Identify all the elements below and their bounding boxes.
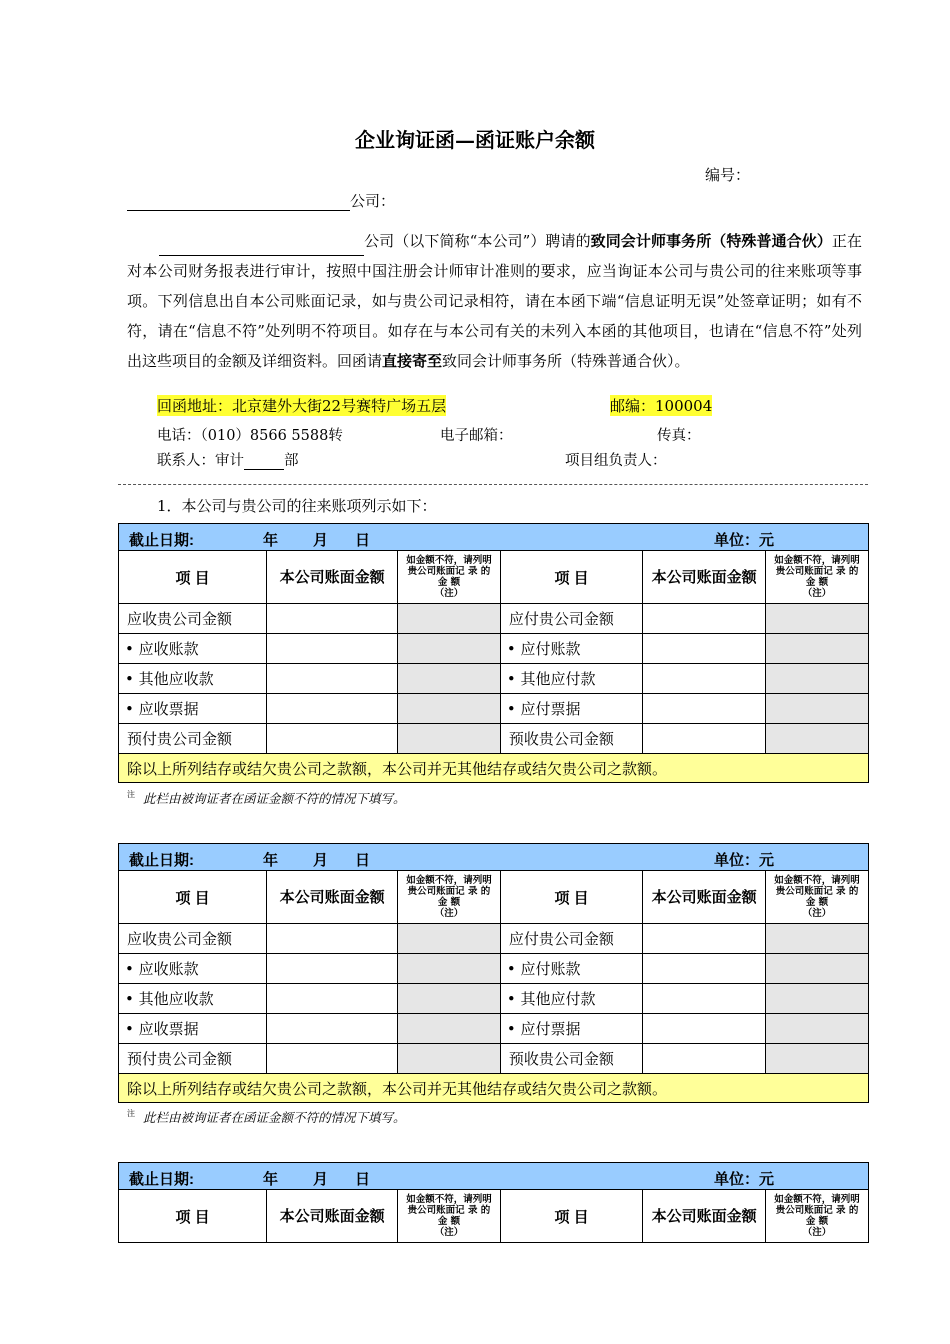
note-amount-cell[interactable] [398, 604, 501, 634]
month-label: 月 [313, 852, 329, 869]
direct-send: 直接寄至 [382, 352, 443, 370]
book-amount-cell[interactable] [267, 1044, 398, 1074]
serial-number-label: 编号： [705, 166, 751, 184]
book-amount-cell[interactable] [267, 664, 398, 694]
book-amount-cell[interactable] [643, 954, 766, 984]
left-row-label: 预付贵公司金额 [119, 1044, 267, 1074]
note-amount-cell[interactable] [766, 634, 869, 664]
left-row-label: • 应收票据 [119, 1014, 267, 1044]
right-row-label: • 应付票据 [500, 1014, 642, 1044]
balance-table-1 [118, 523, 869, 783]
contact-dept-blank[interactable] [244, 454, 284, 470]
book-amount-cell[interactable] [643, 984, 766, 1014]
book-amount-cell[interactable] [643, 634, 766, 664]
col-item-header-right: 项 目 [500, 871, 642, 924]
right-row-label: 应付贵公司金额 [500, 604, 642, 634]
book-amount-cell[interactable] [643, 924, 766, 954]
addressee-line [127, 190, 395, 211]
contact-label: 联系人：审计 [157, 453, 244, 469]
col-item-header-right: 项 目 [500, 551, 642, 604]
letter-body [127, 226, 862, 376]
note-amount-cell[interactable] [766, 664, 869, 694]
firm-name: 致同会计师事务所（特殊普通合伙） [590, 232, 832, 250]
right-row-label: • 应付账款 [500, 634, 642, 664]
book-amount-cell[interactable] [267, 694, 398, 724]
col-book-header-right: 本公司账面金额 [643, 551, 766, 604]
note-amount-cell[interactable] [766, 924, 869, 954]
note-amount-cell[interactable] [766, 724, 869, 754]
note-amount-cell[interactable] [398, 984, 501, 1014]
separator [118, 484, 868, 485]
book-amount-cell[interactable] [643, 1044, 766, 1074]
addressee-suffix: 公司： [350, 192, 396, 210]
note-amount-cell[interactable] [398, 724, 501, 754]
month-label: 月 [313, 532, 329, 549]
col-book-header-right: 本公司账面金额 [643, 1190, 766, 1243]
year-label: 年 [263, 532, 279, 549]
unit-label: 单位：元 [714, 532, 775, 549]
col-item-header-right: 项 目 [500, 1190, 642, 1243]
col-book-header: 本公司账面金额 [267, 1190, 398, 1243]
col-note-header: 如金额不符，请列明贵公司账面记 录 的 金 额 （注） [398, 551, 501, 604]
body-part-1: 公司（以下简称“本公司”）聘请的 [364, 232, 591, 250]
note-amount-cell[interactable] [766, 954, 869, 984]
book-amount-cell[interactable] [267, 634, 398, 664]
book-amount-cell[interactable] [267, 924, 398, 954]
contact [157, 449, 299, 470]
note-amount-cell[interactable] [766, 604, 869, 634]
month-label: 月 [313, 1171, 329, 1188]
note-amount-cell[interactable] [398, 664, 501, 694]
date-label: 截止日期: [129, 852, 194, 869]
book-amount-cell[interactable] [267, 984, 398, 1014]
unit-label: 单位：元 [714, 852, 775, 869]
left-row-label: • 应收票据 [119, 694, 267, 724]
note-amount-cell[interactable] [766, 1044, 869, 1074]
right-row-label: • 其他应付款 [500, 984, 642, 1014]
unit-label: 单位：元 [714, 1171, 775, 1188]
book-amount-cell[interactable] [643, 1014, 766, 1044]
left-row-label: 应收贵公司金额 [119, 604, 267, 634]
note-amount-cell[interactable] [766, 694, 869, 724]
right-row-label: 应付贵公司金额 [500, 924, 642, 954]
col-note-header-right: 如金额不符，请列明贵公司账面记 录 的 金 额 （注） [766, 1190, 869, 1243]
left-row-label: • 其他应收款 [119, 664, 267, 694]
col-book-header: 本公司账面金额 [267, 551, 398, 604]
day-label: 日 [355, 1171, 371, 1188]
col-item-header: 项 目 [119, 871, 267, 924]
balance-table-3 [118, 1162, 869, 1243]
left-row-label: • 应收账款 [119, 634, 267, 664]
book-amount-cell[interactable] [267, 1014, 398, 1044]
company-blank[interactable] [159, 238, 364, 256]
year-label: 年 [263, 852, 279, 869]
right-row-label: 预收贵公司金额 [500, 1044, 642, 1074]
col-item-header: 项 目 [119, 551, 267, 604]
note-amount-cell[interactable] [398, 954, 501, 984]
date-label: 截止日期: [129, 532, 194, 549]
contact-dept: 部 [284, 453, 299, 469]
note-amount-cell[interactable] [398, 694, 501, 724]
left-row-label: • 其他应收款 [119, 984, 267, 1014]
col-note-header-right: 如金额不符，请列明贵公司账面记 录 的 金 额 （注） [766, 871, 869, 924]
col-item-header: 项 目 [119, 1190, 267, 1243]
book-amount-cell[interactable] [267, 604, 398, 634]
left-row-label: 预付贵公司金额 [119, 724, 267, 754]
note-amount-cell[interactable] [766, 984, 869, 1014]
left-row-label: • 应收账款 [119, 954, 267, 984]
manager: 项目组负责人： [565, 453, 667, 469]
book-amount-cell[interactable] [643, 724, 766, 754]
table-note-2: $^注$ 此栏由被询证者在函证金额不符的情况下填写。 [127, 1109, 406, 1125]
email: 电子邮箱： [440, 428, 513, 444]
col-book-header: 本公司账面金额 [267, 871, 398, 924]
phone: 电话：（010）8566 5588转 [157, 428, 343, 444]
zip-code: 邮编：100004 [610, 397, 713, 415]
body-part-3: 致同会计师事务所（特殊普通合伙）。 [442, 352, 690, 370]
day-label: 日 [355, 532, 371, 549]
balance-table-2 [118, 843, 869, 1103]
book-amount-cell[interactable] [267, 954, 398, 984]
intro-text: 1．本公司与贵公司的往来账项列示如下： [157, 497, 437, 515]
fax: 传真： [657, 428, 701, 444]
book-amount-cell[interactable] [643, 664, 766, 694]
table-note-1: $^注$ 此栏由被询证者在函证金额不符的情况下填写。 [127, 790, 406, 806]
day-label: 日 [355, 852, 371, 869]
addressee-blank[interactable] [127, 193, 350, 211]
page-title: 企业询证函—函证账户余额 [355, 128, 595, 152]
table-footer-statement: 除以上所列结存或结欠贵公司之款额，本公司并无其他结存或结欠贵公司之款额。 [119, 1074, 869, 1103]
right-row-label: • 应付票据 [500, 694, 642, 724]
col-note-header-right: 如金额不符，请列明贵公司账面记 录 的 金 额 （注） [766, 551, 869, 604]
book-amount-cell[interactable] [643, 694, 766, 724]
table-footer-statement: 除以上所列结存或结欠贵公司之款额，本公司并无其他结存或结欠贵公司之款额。 [119, 754, 869, 783]
col-note-header: 如金额不符，请列明贵公司账面记 录 的 金 额 （注） [398, 1190, 501, 1243]
left-row-label: 应收贵公司金额 [119, 924, 267, 954]
right-row-label: 预收贵公司金额 [500, 724, 642, 754]
note-amount-cell[interactable] [398, 1044, 501, 1074]
right-row-label: • 应付账款 [500, 954, 642, 984]
note-amount-cell[interactable] [766, 1014, 869, 1044]
note-amount-cell[interactable] [398, 1014, 501, 1044]
note-amount-cell[interactable] [398, 634, 501, 664]
reply-address: 回函地址：北京建外大街22号赛特广场五层 [157, 397, 447, 415]
col-note-header: 如金额不符，请列明贵公司账面记 录 的 金 额 （注） [398, 871, 501, 924]
col-book-header-right: 本公司账面金额 [643, 871, 766, 924]
date-label: 截止日期: [129, 1171, 194, 1188]
book-amount-cell[interactable] [643, 604, 766, 634]
note-amount-cell[interactable] [398, 924, 501, 954]
year-label: 年 [263, 1171, 279, 1188]
body-part-2: 正在对本公司财务报表进行审计，按照中国注册会计师审计准则的要求，应当询证本公司与贵公司的往来账项等事项。下列信息出自本公司账面记录，如与贵公司记录相符，请在本函下端“信息证明无误”处签章证明；如有不符，请在“信息不符”处列明不符项目。如存在与本公司有关的未列入本函的其他项目，也请在“信息不符”处列出这些项目的金额及详细资料。回函请 [127, 232, 862, 370]
right-row-label: • 其他应付款 [500, 664, 642, 694]
book-amount-cell[interactable] [267, 724, 398, 754]
